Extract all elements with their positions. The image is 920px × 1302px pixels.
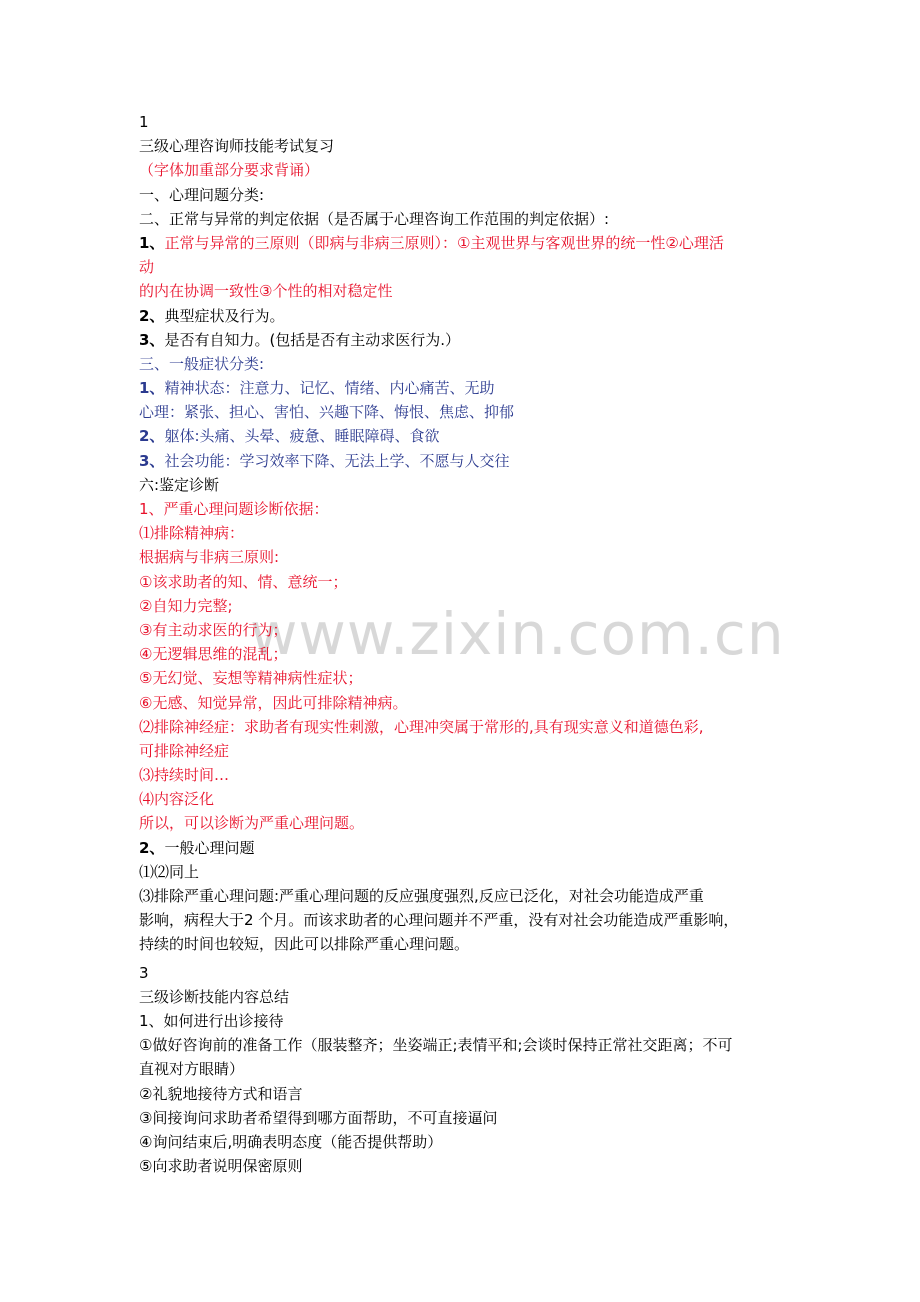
principle-item-cont: 的内在协调一致性③个性的相对稳定性 (139, 282, 393, 301)
symptom-item-cont: 心理：紧张、担心、害怕、兴趣下降、悔恨、焦虑、抑郁 (139, 403, 515, 422)
section-heading: 一、心理问题分类: (139, 185, 265, 204)
item-number: 3、 (139, 330, 165, 349)
principle-item-cont: 动 (139, 258, 155, 277)
diagnosis-item: 根据病与非病三原则: (139, 548, 280, 567)
diagnosis-item: ④无逻辑思维的混乱； (139, 645, 288, 664)
page-marker: 1 (139, 113, 149, 131)
diagnosis-item: ⑥无感、知觉异常，因此可排除精神病。 (139, 693, 408, 712)
item-number: 3、 (139, 451, 165, 470)
watermark: www.zixin.com.cn (250, 600, 785, 668)
section-heading: 三、一般症状分类: (139, 354, 265, 373)
reception-item: ⑤向求助者说明保密原则 (139, 1157, 303, 1176)
diagnosis-heading (139, 836, 819, 860)
item-number: 1、 (139, 233, 165, 252)
item-text: 精神状态：注意力、记忆、情绪、内心痛苦、无助 (164, 379, 495, 398)
reception-heading: 1、如何进行出诊接待 (139, 1011, 284, 1030)
section-title: 三级诊断技能内容总结 (139, 987, 290, 1006)
diagnosis-item-cont: 可排除神经症 (139, 741, 230, 760)
item-text: 是否有自知力。(包括是否有主动求医行为.） (164, 330, 461, 349)
diagnosis-conclusion: 所以，可以诊断为严重心理问题。 (139, 814, 365, 833)
doc-title: 三级心理咨询师技能考试复习 (139, 137, 335, 156)
symptom-item (139, 424, 819, 448)
principle-item (139, 231, 819, 255)
diagnosis-heading: 1、严重心理问题诊断依据： (139, 500, 329, 518)
page-marker: 3 (139, 963, 149, 982)
document-body (139, 110, 819, 1178)
item-number: 1、 (139, 379, 165, 398)
diagnosis-item: ⑵排除神经症：求助者有现实性刺激，心理冲突属于常形的,具有现实意义和道德色彩, (139, 717, 704, 736)
diagnosis-item: ②自知力完整; (139, 596, 233, 615)
diagnosis-item-cont: 影响，病程大于2 个月。而该求助者的心理问题并不严重，没有对社会功能造成严重影响， (139, 911, 739, 930)
section-heading: 二、正常与异常的判定依据（是否属于心理咨询工作范围的判定依据）: (139, 209, 610, 228)
principle-item (139, 304, 819, 328)
reception-item: ③间接询问求助者希望得到哪方面帮助，不可直接逼问 (139, 1108, 498, 1127)
principle-item (139, 328, 819, 352)
diagnosis-item: ⑶排除严重心理问题:严重心理问题的反应强度强烈,反应已泛化，对社会功能造成严重 (139, 887, 704, 905)
diagnosis-item: ⑴排除精神病： (139, 524, 245, 543)
reception-item: ①做好咨询前的准备工作（服装整齐；坐姿端正;表情平和;会谈时保持正常社交距离；不可 (139, 1036, 733, 1055)
symptom-item (139, 449, 819, 473)
item-text: 社会功能：学习效率下降、无法上学、不愿与人交往 (164, 451, 510, 470)
item-text: 正常与异常的三原则（即病与非病三原则）：①主观世界与客观世界的统一性②心理活 (164, 233, 724, 252)
diagnosis-item-cont: 持续的时间也较短，因此可以排除严重心理问题。 (139, 935, 470, 954)
diagnosis-item: ⑴⑵同上 (139, 862, 200, 881)
item-text: 躯体:头痛、头晕、疲惫、睡眠障碍、食欲 (164, 427, 440, 446)
diagnosis-item: ①该求助者的知、情、意统一； (139, 572, 348, 591)
diagnosis-item: ⑶持续时间… (139, 766, 230, 785)
reception-item: ④询问结束后,明确表明态度（能否提供帮助） (139, 1132, 443, 1151)
symptom-item (139, 376, 819, 400)
item-text: 一般心理问题 (164, 838, 255, 857)
section-heading: 六:鉴定诊断 (139, 475, 220, 494)
diagnosis-item: ⑷内容泛化 (139, 790, 215, 809)
item-number: 2、 (139, 427, 165, 446)
diagnosis-item: ⑤无幻觉、妄想等精神病性症状； (139, 669, 363, 688)
item-number: 2、 (139, 838, 165, 857)
reception-item-cont: 直视对方眼睛） (139, 1060, 245, 1079)
doc-subtitle: （字体加重部分要求背诵） (139, 161, 320, 180)
diagnosis-item: ③有主动求医的行为； (139, 620, 288, 639)
item-text: 典型症状及行为。 (164, 306, 285, 325)
item-number: 2、 (139, 306, 165, 325)
reception-item: ②礼貌地接待方式和语言 (139, 1084, 303, 1103)
